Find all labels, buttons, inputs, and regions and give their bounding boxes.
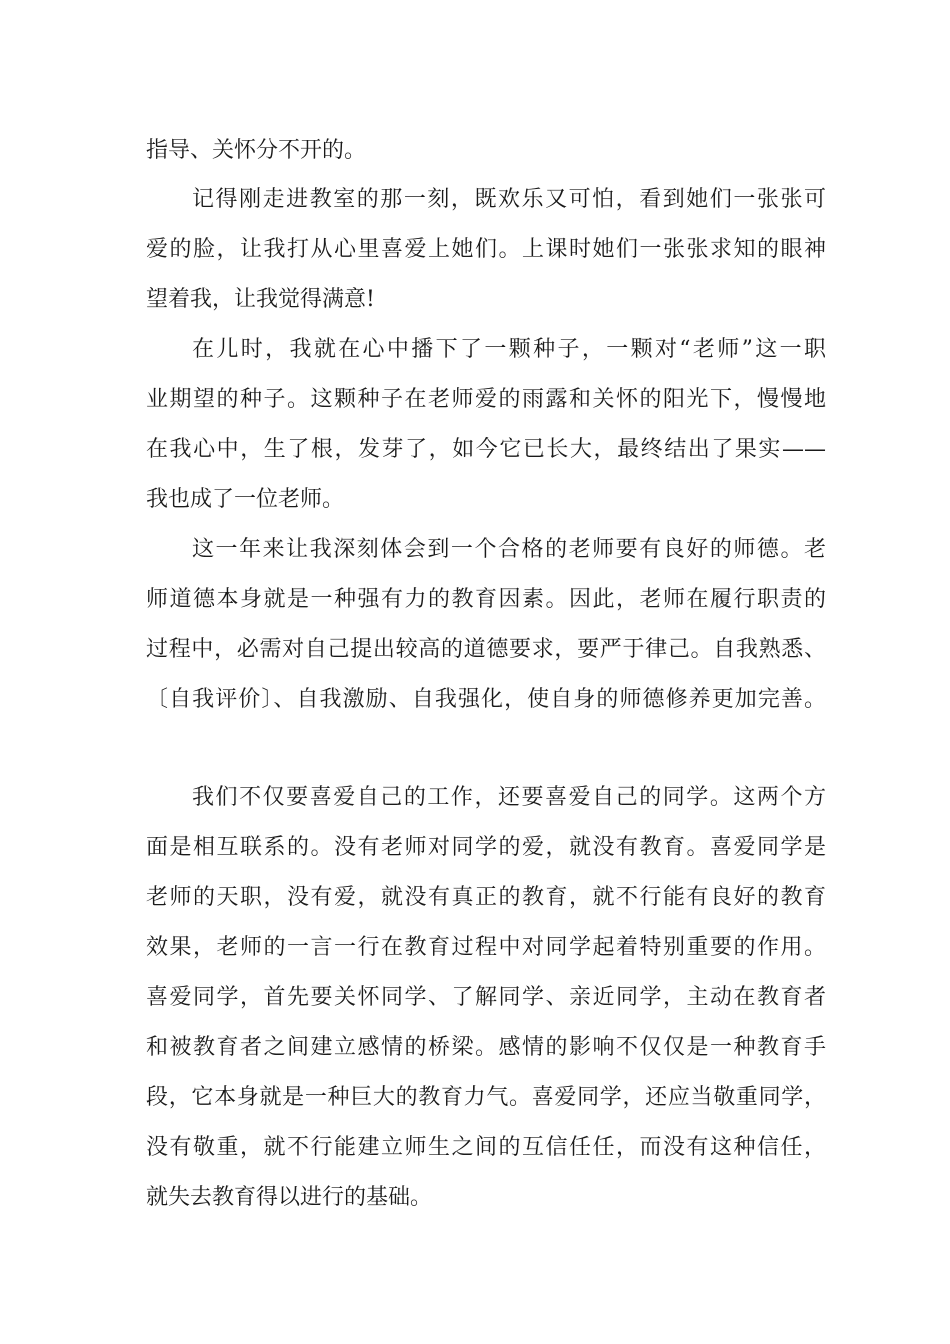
text-line: 师道德本身就是一种强有力的教育因素。因此，老师在履行职责的 <box>146 587 826 612</box>
text-line: 就失去教育得以进行的基础。 <box>146 1185 433 1210</box>
text-line: 在我心中，生了根，发芽了，如今它已长大，最终结出了果实—— <box>146 437 826 462</box>
text-line: 老师的天职，没有爱，就没有真正的教育，就不行能有良好的教育 <box>146 885 826 910</box>
text-line: 段，它本身就是一种巨大的教育力气。喜爱同学，还应当敬重同学， <box>146 1085 826 1110</box>
text-line: 面是相互联系的。没有老师对同学的爱，就没有教育。喜爱同学是 <box>146 835 826 860</box>
text-line: 没有敬重，就不行能建立师生之间的互信任任，而没有这种信任， <box>146 1135 826 1160</box>
text-line: 我也成了一位老师。 <box>146 487 345 512</box>
text-line: 效果，老师的一言一行在教育过程中对同学起着特别重要的作用。 <box>146 935 826 960</box>
text-line: 喜爱同学，首先要关怀同学、了解同学、亲近同学，主动在教育者 <box>146 985 826 1010</box>
text-line: 过程中，必需对自己提出较高的道德要求，要严于律己。自我熟悉、 <box>146 637 826 662</box>
paragraph-first-line: 这一年来让我深刻体会到一个合格的老师要有良好的师德。老 <box>192 537 826 562</box>
text-line: 和被教育者之间建立感情的桥梁。感情的影响不仅仅是一种教育手 <box>146 1035 826 1060</box>
text-line: 业期望的种子。这颗种子在老师爱的雨露和关怀的阳光下，慢慢地 <box>146 387 826 412</box>
text-line: 爱的脸，让我打从心里喜爱上她们。上课时她们一张张求知的眼神 <box>146 237 826 262</box>
paragraph-first-line: 在儿时，我就在心中播下了一颗种子，一颗对“老师”这一职 <box>192 337 826 362</box>
paragraph-first-line: 记得刚走进教室的那一刻，既欢乐又可怕，看到她们一张张可 <box>192 187 826 212</box>
text-line: 指导、关怀分不开的。 <box>146 138 367 163</box>
text-line: 望着我，让我觉得满意! <box>146 287 375 312</box>
text-line: 〔自我评价〕、自我激励、自我强化，使自身的师德修养更加完善。 <box>146 687 826 712</box>
paragraph-first-line: 我们不仅要喜爱自己的工作，还要喜爱自己的同学。这两个方 <box>192 785 826 810</box>
